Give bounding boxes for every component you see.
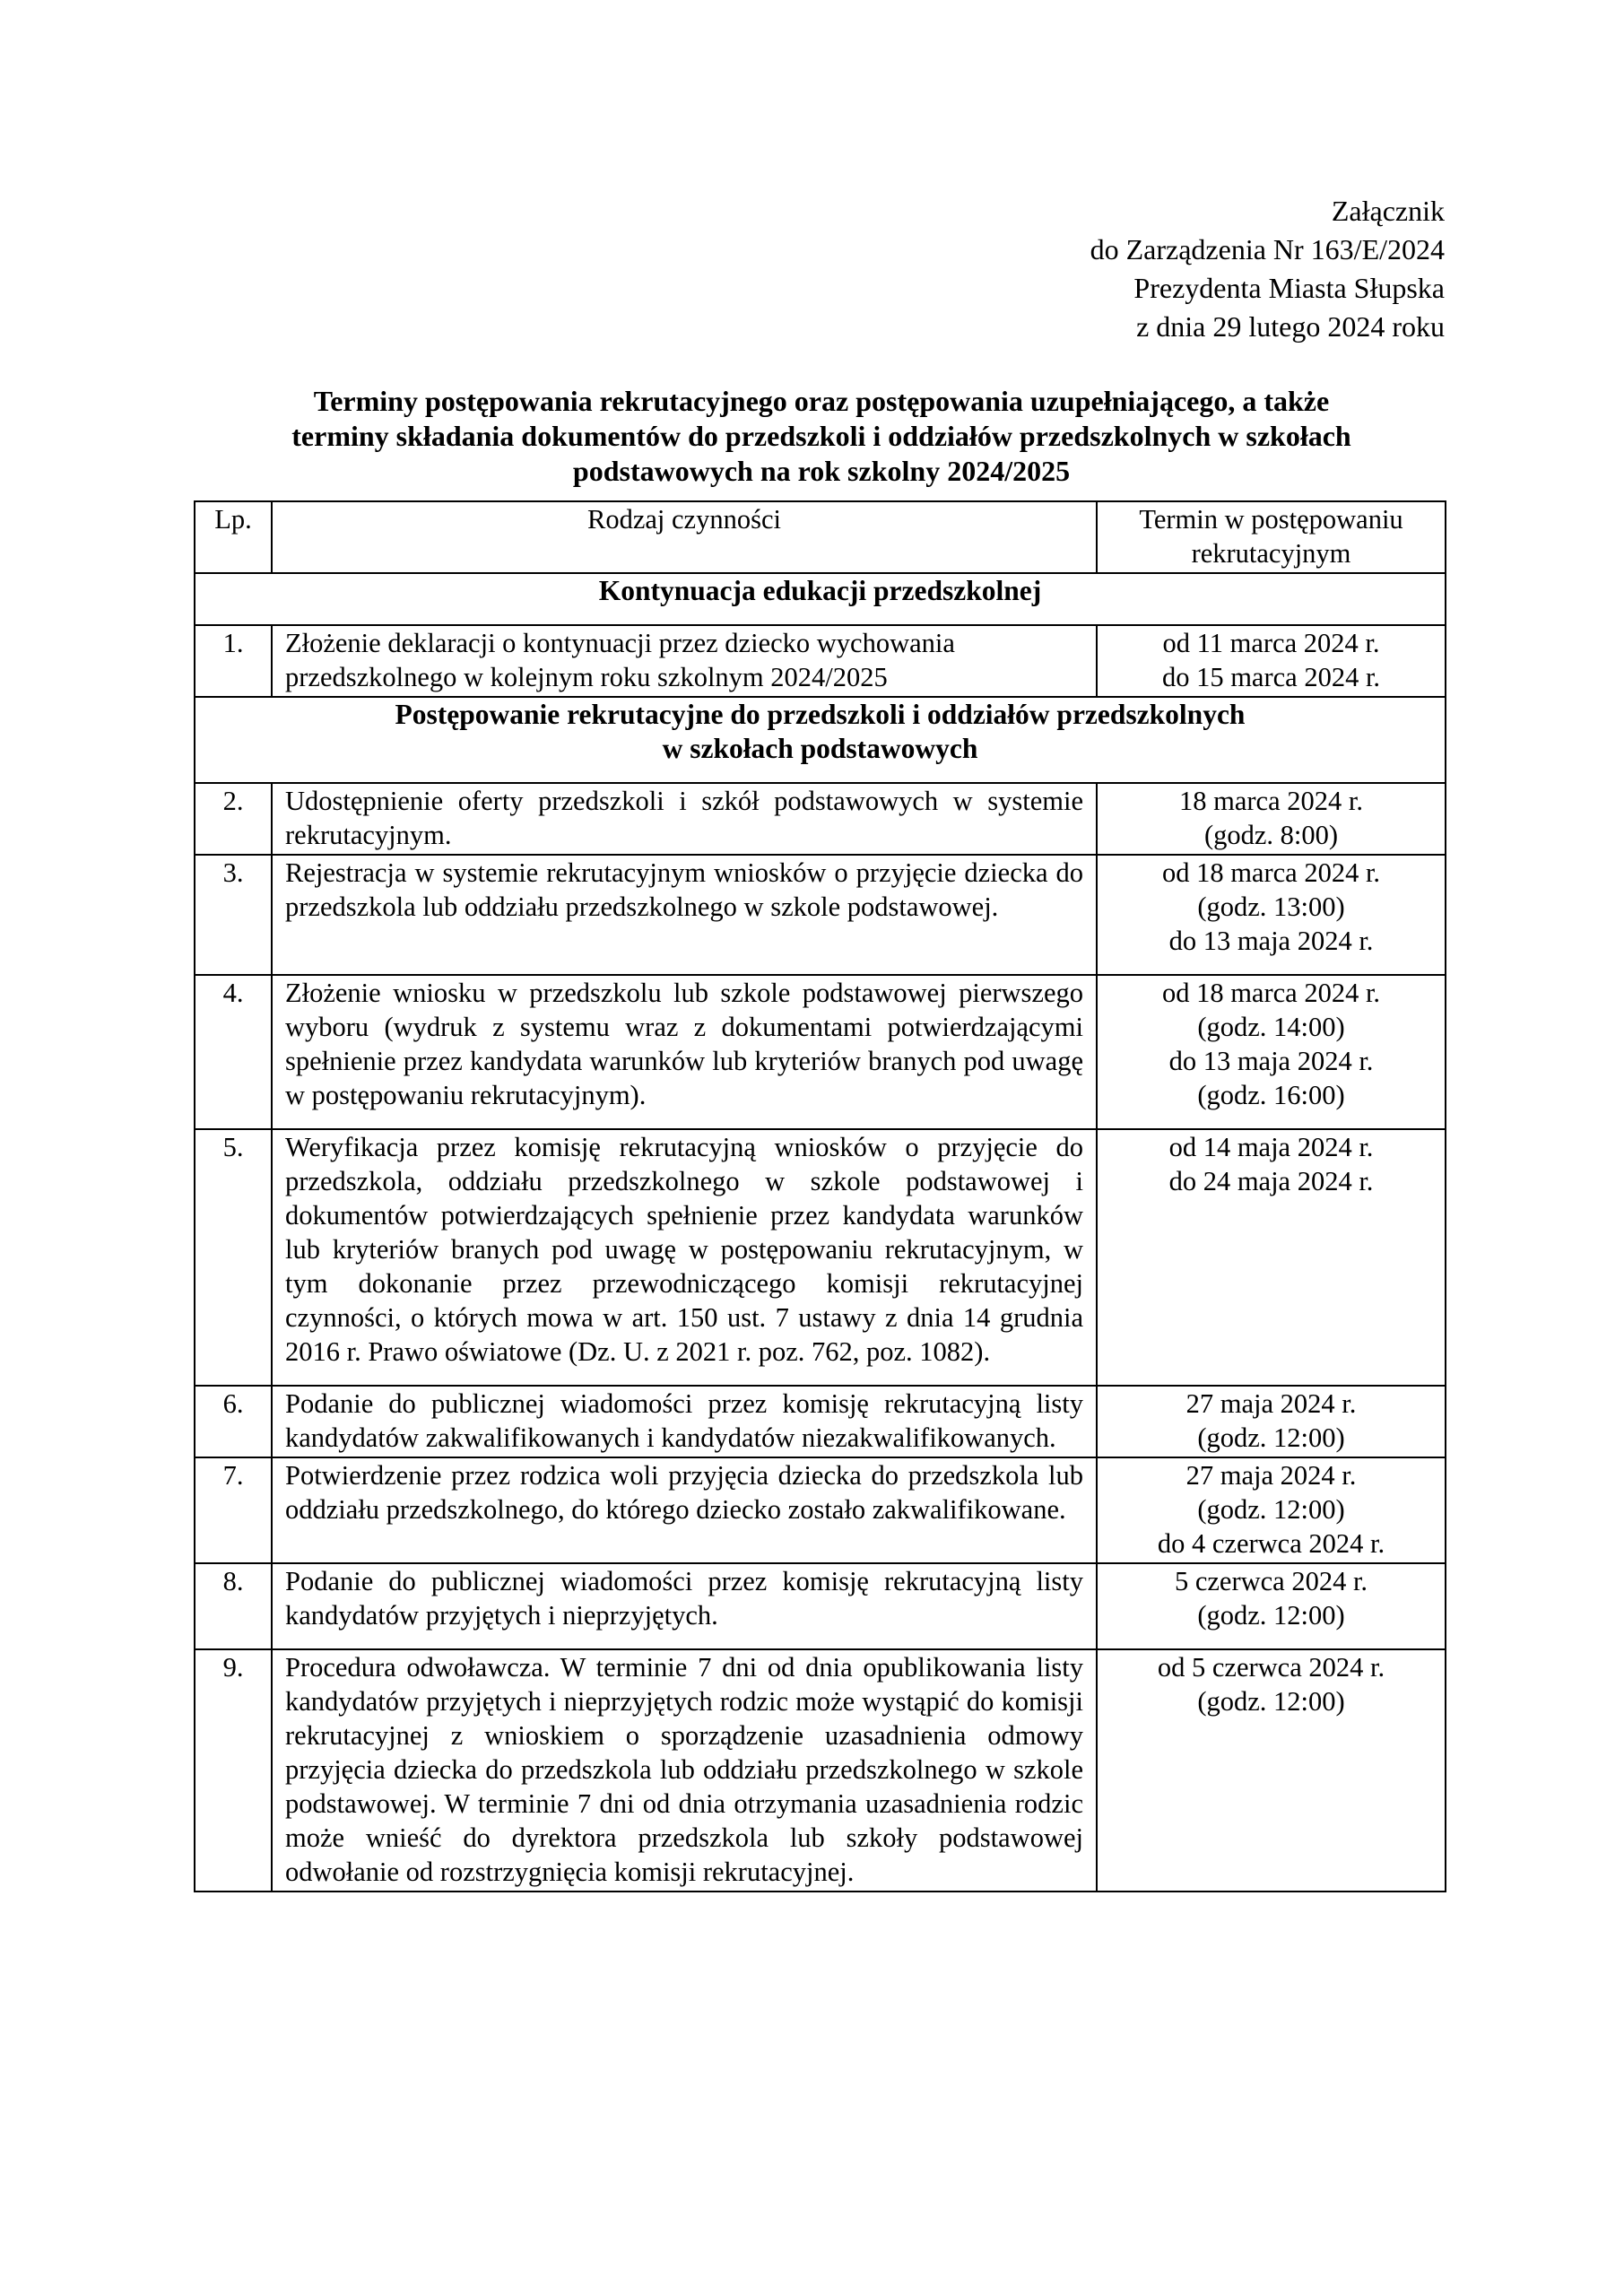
deadline-line: (godz. 12:00) [1197,1422,1345,1453]
section-title-line: w szkołach podstawowych [662,733,978,764]
row-activity: Potwierdzenie przez rodzica woli przyjęcia dziecka do przedszkola lub oddziału przedszkolnego, do którego dziecko zostało zakwalifikowane. [272,1457,1097,1563]
row-number: 6. [195,1386,272,1457]
row-number: 4. [195,975,272,1129]
deadline-line: od 11 marca 2024 r. [1162,628,1380,658]
table-header-row [195,501,1446,573]
row-number: 7. [195,1457,272,1563]
section-title-line: Postępowanie rekrutacyjne do przedszkoli i oddziałów przedszkolnych [395,699,1246,730]
row-number: 8. [195,1563,272,1649]
deadline-line: do 4 czerwca 2024 r. [1157,1528,1385,1559]
row-activity: Złożenie deklaracji o kontynuacji przez dziecko wychowania przedszkolnego w kolejnym roku szkolnym 2024/2025 [272,625,1097,697]
row-number: 5. [195,1129,272,1386]
table-row [195,1386,1446,1457]
deadline-line: do 24 maja 2024 r. [1168,1166,1374,1196]
column-header-deadline-line: rekrutacyjnym [1191,538,1351,569]
table-row [195,625,1446,697]
row-activity: Podanie do publicznej wiadomości przez komisję rekrutacyjną listy kandydatów przyjętych i nieprzyjętych. [272,1563,1097,1649]
deadline-line: (godz. 12:00) [1197,1494,1345,1525]
deadline-line: 27 maja 2024 r. [1185,1388,1357,1419]
title-line: podstawowych na rok szkolny 2024/2025 [572,455,1071,487]
deadline-line: 27 maja 2024 r. [1185,1460,1357,1491]
deadline-line: (godz. 13:00) [1197,891,1345,922]
table-row [195,783,1446,855]
table-row [195,1649,1446,1892]
title-line: terminy składania dokumentów do przedszkoli i oddziałów przedszkolnych w szkołach [291,420,1351,452]
section-row [195,697,1446,783]
title-line: Terminy postępowania rekrutacyjnego oraz postępowania uzupełniającego, a także [313,385,1330,417]
column-header-deadline [1097,501,1446,573]
deadline-line: (godz. 12:00) [1197,1600,1345,1631]
section-title-continuation: Kontynuacja edukacji przedszkolnej [195,573,1446,625]
deadline-line: od 14 maja 2024 r. [1168,1132,1374,1162]
table-row [195,975,1446,1129]
row-deadline [1097,975,1446,1129]
table-row [195,855,1446,975]
column-header-lp: Lp. [195,501,272,573]
deadline-line: od 18 marca 2024 r. [1161,857,1381,888]
header-line: z dnia 29 lutego 2024 roku [1136,310,1445,343]
row-number: 9. [195,1649,272,1892]
deadline-line: (godz. 14:00) [1197,1012,1345,1042]
deadline-line: do 15 marca 2024 r. [1161,662,1381,692]
attachment-header [1090,192,1445,346]
section-row [195,573,1446,625]
deadline-line: od 5 czerwca 2024 r. [1157,1652,1385,1683]
deadline-line: do 13 maja 2024 r. [1168,1046,1374,1076]
header-line: Załącznik [1331,195,1445,227]
row-activity: Rejestracja w systemie rekrutacyjnym wniosków o przyjęcie dziecka do przedszkola lub oddziału przedszkolnego w szkole podstawowej. [272,855,1097,975]
row-activity: Procedura odwoławcza. W terminie 7 dni od dnia opublikowania listy kandydatów przyjętych i nieprzyjętych rodzic może wystąpić do komisji rekrutacyjnej z wnioskiem o sporządzenie uzasadnienia odmowy przyjęcia dziecka do przedszkola lub oddziału przedszkolnego w szkole podstawowej. W terminie 7 dni od dnia otrzymania uzasadnienia rodzic może wnieść do dyrektora przedszkola lub szkoły podstawowej odwołanie od rozstrzygnięcia komisji rekrutacyjnej. [272,1649,1097,1892]
deadline-line: 18 marca 2024 r. [1179,786,1363,816]
header-line: do Zarządzenia Nr 163/E/2024 [1090,233,1445,265]
deadline-line: 5 czerwca 2024 r. [1174,1566,1368,1596]
row-activity: Weryfikacja przez komisję rekrutacyjną wniosków o przyjęcie do przedszkola, oddziału przedszkolnego w szkole podstawowej i dokumentów potwierdzających spełnienie przez kandydata warunków lub kryteriów branych pod uwagę w postępowaniu rekrutacyjnym, w tym dokonanie przez przewodniczącego komisji rekrutacyjnej czynności, o których mowa w art. 150 ust. 7 ustawy z dnia 14 grudnia 2016 r. Prawo oświatowe (Dz. U. z 2021 r. poz. 762, poz. 1082). [272,1129,1097,1386]
section-title-recruitment [195,697,1446,783]
row-activity: Złożenie wniosku w przedszkolu lub szkole podstawowej pierwszego wyboru (wydruk z systemu wraz z dokumentami potwierdzającymi spełnienie przez kandydata warunków lub kryteriów branych pod uwagę w postępowaniu rekrutacyjnym). [272,975,1097,1129]
row-deadline [1097,783,1446,855]
table-row [195,1457,1446,1563]
deadline-line: (godz. 12:00) [1197,1686,1345,1717]
table-row [195,1129,1446,1386]
row-deadline [1097,1649,1446,1892]
row-activity: Udostępnienie oferty przedszkoli i szkół podstawowych w systemie rekrutacyjnym. [272,783,1097,855]
row-deadline [1097,1457,1446,1563]
row-number: 1. [195,625,272,697]
deadline-line: (godz. 16:00) [1197,1080,1345,1110]
row-deadline [1097,1129,1446,1386]
row-activity: Podanie do publicznej wiadomości przez komisję rekrutacyjną listy kandydatów zakwalifikowanych i kandydatów niezakwalifikowanych. [272,1386,1097,1457]
deadline-line: (godz. 8:00) [1203,820,1339,850]
row-deadline [1097,1563,1446,1649]
row-deadline [1097,1386,1446,1457]
schedule-table [194,500,1446,1892]
row-number: 2. [195,783,272,855]
table-row [195,1563,1446,1649]
row-deadline [1097,625,1446,697]
column-header-deadline-line: Termin w postępowaniu [1139,504,1403,535]
document-title [194,384,1449,489]
deadline-line: od 18 marca 2024 r. [1161,978,1381,1008]
column-header-activity: Rodzaj czynności [272,501,1097,573]
deadline-line: do 13 maja 2024 r. [1168,926,1374,956]
row-number: 3. [195,855,272,975]
row-deadline [1097,855,1446,975]
header-line: Prezydenta Miasta Słupska [1133,272,1445,304]
